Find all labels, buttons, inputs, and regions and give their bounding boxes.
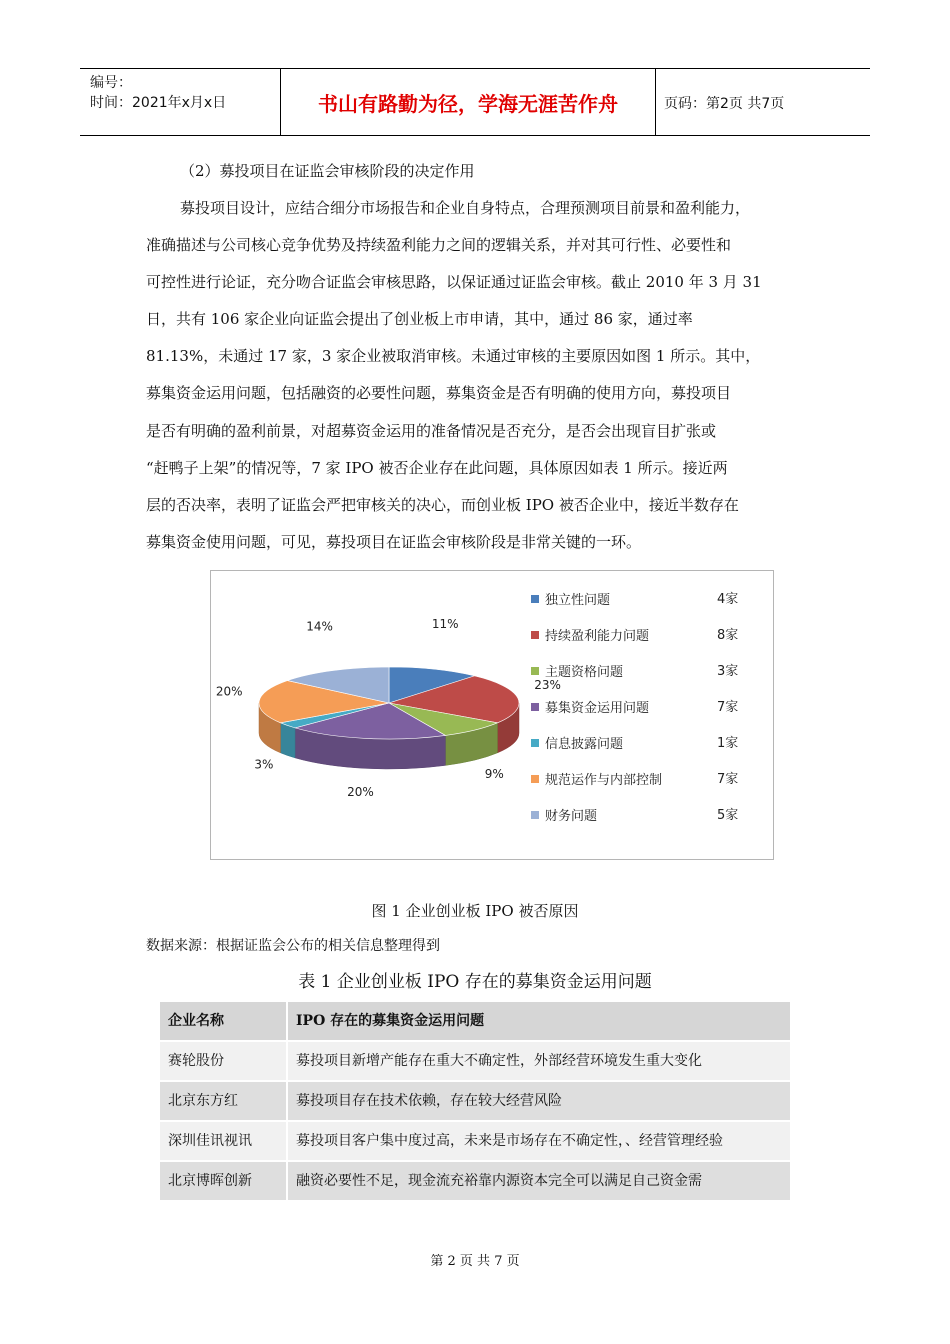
body-line: 募集资金使用问题，可见，募投项目在证监会审核阶段是非常关键的一环。 xyxy=(146,533,642,551)
body-line: 日，共有 106 家企业向证监会提出了创业板上市申请，其中，通过 86 家，通过率 xyxy=(146,310,693,328)
header-page-info: 页码：第2页 共7页 xyxy=(664,96,785,112)
legend-count: 3家 xyxy=(717,664,739,679)
body-line: 准确描述与公司核心竞争优势及持续盈利能力之间的逻辑关系，并对其可行性、必要性和 xyxy=(146,236,732,254)
table-header-cell: 企业名称 xyxy=(160,1002,286,1040)
table-row xyxy=(160,1122,790,1160)
pie-percent-label: 20% xyxy=(215,684,243,699)
body-line: 募集资金运用问题，包括融资的必要性问题，募集资金是否有明确的使用方向，募投项目 xyxy=(146,384,732,402)
header-motto: 书山有路勤为径，学海无涯苦作舟 xyxy=(280,69,656,135)
table-cell: 北京东方红 xyxy=(160,1082,286,1120)
body-line: 81.13%，未通过 17 家，3 家企业被取消审核。未通过审核的主要原因如图 1 所示。其中， xyxy=(146,347,761,365)
legend-count: 1家 xyxy=(717,736,739,751)
legend-count: 7家 xyxy=(717,700,739,715)
legend-count: 4家 xyxy=(717,592,739,607)
pie-percent-label: 14% xyxy=(306,619,333,634)
issues-table xyxy=(158,1000,792,1202)
body-line: 募投项目设计，应结合细分市场报告和企业自身特点，合理预测项目前景和盈利能力， xyxy=(180,199,751,217)
table-cell: 赛轮股份 xyxy=(160,1042,286,1080)
pie-top-group xyxy=(259,667,519,739)
legend-label: 募集资金运用问题 xyxy=(545,701,650,716)
table-cell: 募投项目客户集中度过高，未来是市场存在不确定性，、经营管理经验 xyxy=(288,1122,790,1160)
table-row xyxy=(160,1042,790,1080)
table-row xyxy=(160,1162,790,1200)
table-cell: 融资必要性不足，现金流充裕靠内源资本完全可以满足自己资金需 xyxy=(288,1162,790,1200)
data-source: 数据来源：根据证监会公布的相关信息整理得到 xyxy=(146,938,440,954)
table-row xyxy=(160,1082,790,1120)
body-line: 层的否决率，表明了证监会严把审核关的决心，而创业板 IPO 被否企业中，接近半数存在 xyxy=(146,496,739,514)
legend-label: 主题资格问题 xyxy=(545,665,624,680)
legend-label: 财务问题 xyxy=(545,809,598,824)
pie-percent-label: 20% xyxy=(347,784,374,799)
body-line: 是否有明确的盈利前景，对超募资金运用的准备情况是否充分，是否会出现盲目扩张或 xyxy=(146,422,717,440)
table-cell: 深圳佳讯视讯 xyxy=(160,1122,286,1160)
section-heading: （2）募投项目在证监会审核阶段的决定作用 xyxy=(180,162,475,180)
legend-count: 5家 xyxy=(717,808,739,823)
legend-label: 持续盈利能力问题 xyxy=(545,629,650,644)
legend-swatch xyxy=(531,775,539,783)
legend-swatch xyxy=(531,631,539,639)
table-cell: 募投项目新增产能存在重大不确定性，外部经营环境发生重大变化 xyxy=(288,1042,790,1080)
pie-percent-label: 9% xyxy=(484,767,504,782)
legend-swatch xyxy=(531,703,539,711)
pie-percent-label: 11% xyxy=(431,616,459,631)
pie-chart xyxy=(210,570,774,860)
table-header-cell: IPO 存在的募集资金运用问题 xyxy=(288,1002,790,1040)
pie-percent-label: 23% xyxy=(534,677,561,692)
legend-swatch xyxy=(531,595,539,603)
time-label: 时间：2021年x月x日 xyxy=(90,95,227,111)
figure-caption: 图 1 企业创业板 IPO 被否原因 xyxy=(371,902,579,920)
legend-label: 独立性问题 xyxy=(545,593,611,608)
legend-label: 规范运作与内部控制 xyxy=(545,773,663,788)
pie-percent-label: 3% xyxy=(254,757,274,772)
legend-swatch xyxy=(531,667,539,675)
body-line: 可控性进行论证，充分吻合证监会审核思路，以保证通过证监会审核。截止 2010 年 3 月 31 xyxy=(146,273,762,291)
legend-count: 8家 xyxy=(717,628,739,643)
table-header-row xyxy=(160,1002,790,1040)
pie-side xyxy=(281,723,296,758)
body-line: “赶鸭子上架”的情况等，7 家 IPO 被否企业存在此问题，具体原因如表 1 所示。接近两 xyxy=(146,459,728,477)
table-caption: 表 1 企业创业板 IPO 存在的募集资金运用问题 xyxy=(298,972,652,992)
legend-swatch xyxy=(531,739,539,747)
header-meta xyxy=(80,69,280,135)
table-cell: 募投项目存在技术依赖，存在较大经营风险 xyxy=(288,1082,790,1120)
table-cell: 北京博晖创新 xyxy=(160,1162,286,1200)
pie-chart-svg xyxy=(211,571,773,859)
legend-count: 7家 xyxy=(717,772,739,787)
page-footer: 第 2 页 共 7 页 xyxy=(430,1254,520,1269)
legend-label: 信息披露问题 xyxy=(545,737,624,752)
page-header xyxy=(80,68,870,136)
number-label: 编号： xyxy=(90,75,132,91)
legend-swatch xyxy=(531,811,539,819)
